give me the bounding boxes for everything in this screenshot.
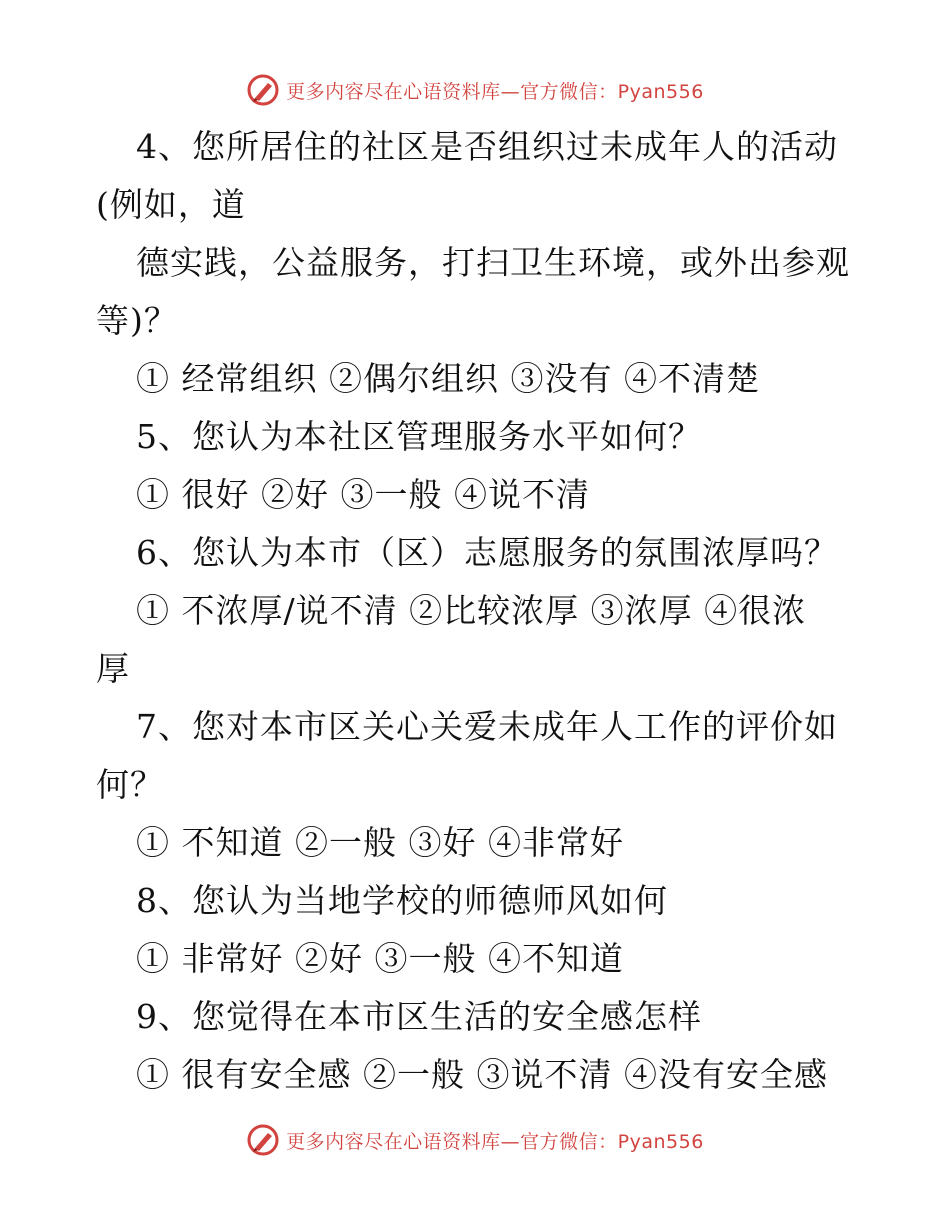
text-line: 9、您觉得在本市区生活的安全感怎样: [136, 997, 702, 1036]
text-line: ① 很好 ②好 ③一般 ④说不清: [136, 475, 590, 514]
footer-banner-text: 更多内容尽在心语资料库—官方微信：Pyan556: [286, 1130, 704, 1153]
pen-logo-icon: [246, 1123, 280, 1157]
text-line: 德实践，公益服务，打扫卫生环境，或外出参观: [136, 243, 850, 282]
text-line: ① 不浓厚/说不清 ②比较浓厚 ③浓厚 ④很浓: [136, 591, 807, 630]
header-banner-text: 更多内容尽在心语资料库—官方微信：Pyan556: [286, 80, 704, 103]
footer-banner: [0, 1120, 950, 1160]
pen-logo-icon: [246, 73, 280, 107]
text-line: 6、您认为本市（区）志愿服务的氛围浓厚吗？: [136, 533, 838, 572]
text-line: (例如，道: [96, 185, 246, 224]
text-line: 7、您对本市区关心关爱未成年人工作的评价如: [136, 707, 838, 746]
text-line: ① 经常组织 ②偶尔组织 ③没有 ④不清楚: [136, 359, 760, 398]
text-line: 4、您所居住的社区是否组织过未成年人的活动: [136, 127, 838, 166]
text-line: ① 很有安全感 ②一般 ③说不清 ④没有安全感: [136, 1055, 828, 1094]
text-line: 何？: [96, 765, 164, 804]
text-line: 5、您认为本社区管理服务水平如何？: [136, 417, 702, 456]
document-body: [96, 118, 866, 1104]
text-line: ① 非常好 ②好 ③一般 ④不知道: [136, 939, 624, 978]
text-line: 厚: [96, 649, 130, 688]
text-line: 等)？: [96, 301, 178, 340]
header-banner: [0, 70, 950, 110]
text-line: ① 不知道 ②一般 ③好 ④非常好: [136, 823, 624, 862]
text-line: 8、您认为当地学校的师德师风如何: [136, 881, 668, 920]
